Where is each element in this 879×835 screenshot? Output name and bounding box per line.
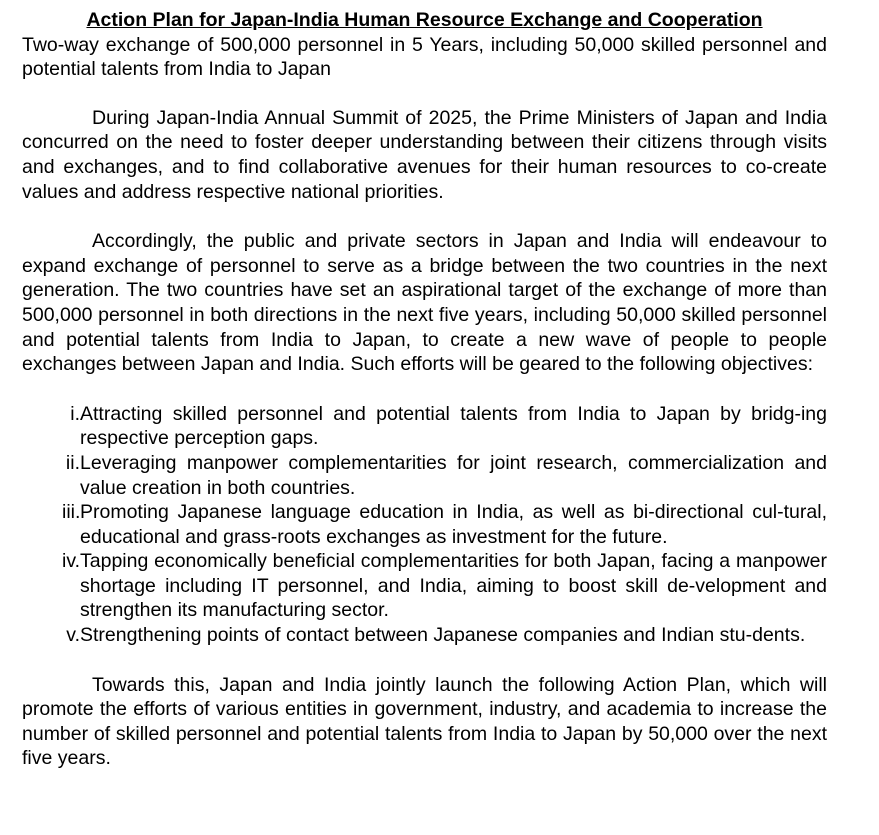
list-item-number: ii. xyxy=(65,451,80,474)
document-subtitle: Two-way exchange of 500,000 personnel in 5 Years, including 50,000 skilled personnel and potential talents from India to Japan xyxy=(22,33,827,81)
list-item-text: Attracting skilled personnel and potential talents from India to Japan by bridg-ing respective perception gaps. xyxy=(80,402,827,450)
list-item xyxy=(62,402,827,451)
document-title: Action Plan for Japan-India Human Resource Exchange and Cooperation xyxy=(86,9,763,31)
spacer xyxy=(22,648,827,673)
list-item xyxy=(62,623,827,648)
spacer xyxy=(22,204,827,229)
spacer xyxy=(22,82,827,106)
list-item-number: i. xyxy=(70,402,80,425)
list-item-text: Strengthening points of contact between Japanese companies and Indian stu-dents. xyxy=(80,624,806,647)
list-item xyxy=(62,500,827,549)
list-item xyxy=(62,549,827,623)
intro-paragraph: During Japan-India Annual Summit of 2025, the Prime Ministers of Japan and India concurred on the need to foster deeper understanding between their citizens through visits and exchanges, and to find collaborative avenues for their human resources to co-create values and address respective national priorities. xyxy=(22,106,827,203)
objectives-list xyxy=(22,402,827,648)
list-item-text: Tapping economically beneficial complementarities for both Japan, facing a manpower shortage including IT personnel, and India, aiming to boost skill de-velopment and strengthen its manufacturing sector. xyxy=(80,550,827,622)
list-item-text: Promoting Japanese language education in India, as well as bi-directional cul-tural, educational and grass-roots exchanges as investment for the future. xyxy=(80,501,827,548)
spacer xyxy=(22,377,827,402)
closing-paragraph: Towards this, Japan and India jointly launch the following Action Plan, which will promote the efforts of various entities in government, industry, and academia to increase the number of skilled personnel and potential talents from India to Japan by 50,000 over the next five years. xyxy=(22,673,827,770)
list-item-text: Leveraging manpower complementarities for joint research, commercialization and value creation in both countries. xyxy=(80,451,827,499)
list-item-number: iv. xyxy=(62,550,81,573)
list-item-number: v. xyxy=(66,624,80,647)
list-item-number: iii. xyxy=(62,501,81,524)
list-item xyxy=(62,451,827,500)
target-paragraph: Accordingly, the public and private sectors in Japan and India will endeavour to expand exchange of personnel to serve as a bridge between the two countries in the next generation. The two countries have set an aspirational target of the exchange of more than 500,000 personnel in both directions in the next five years, including 50,000 skilled personnel and potential talents from India to Japan, to create a new wave of people to people exchanges between Japan and India. Such efforts will be geared to the following objectives: xyxy=(22,230,827,376)
